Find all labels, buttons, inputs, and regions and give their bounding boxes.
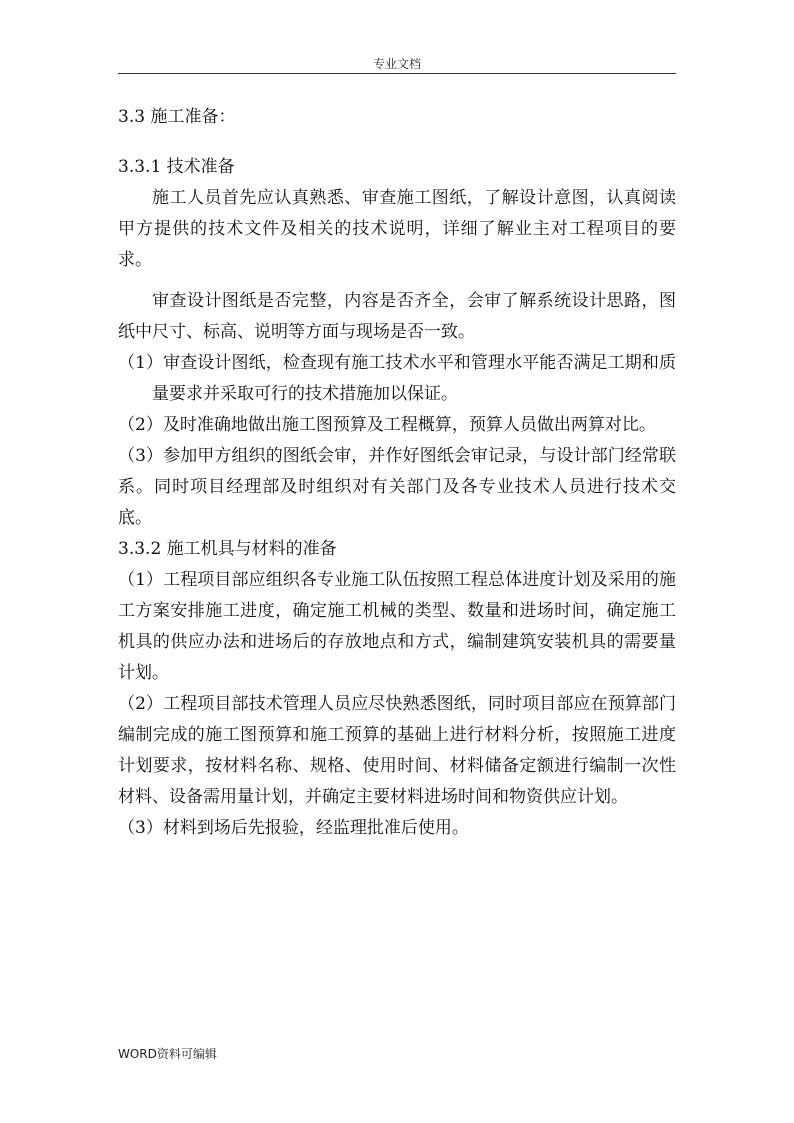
page-header: 专业文档	[372, 57, 421, 71]
list-item: （1）工程项目部应组织各专业施工队伍按照工程总体进度计划及采用的施工方案安排施工进度，确定施工机械的类型、数量和进场时间，确定施工机具的供应办法和进场后的存放地点和方式，编制建筑安装机具的需要量计划。	[118, 570, 676, 683]
page-footer: WORD资料可编辑	[118, 1047, 217, 1061]
section-heading-3-3-1: 3.3.1 技术准备	[118, 157, 235, 177]
list-item: （3）材料到场后先报验，经监理批准后使用。	[118, 818, 469, 838]
list-item: （2）及时准确地做出施工图预算及工程概算，预算人员做出两算对比。	[118, 415, 656, 435]
section-heading-3-3: 3.3 施工准备：	[118, 107, 236, 127]
list-item: （3）参加甲方组织的图纸会审，并作好图纸会审记录，与设计部门经常联系。同时项目经理部及时组织对有关部门及各专业技术人员进行技术交底。	[118, 446, 676, 528]
document-body	[118, 102, 676, 844]
paragraph: 施工人员首先应认真熟悉、审查施工图纸，了解设计意图，认真阅读甲方提供的技术文件及相关的技术说明，详细了解业主对工程项目的要求。	[118, 188, 676, 270]
header-divider	[118, 73, 676, 74]
list-item: （1）审查设计图纸，检查现有施工技术水平和管理水平能否满足工期和质量要求并采取可行的技术措施加以保证。	[118, 353, 676, 404]
list-item: （2）工程项目部技术管理人员应尽快熟悉图纸，同时项目部应在预算部门编制完成的施工图预算和施工预算的基础上进行材料分析，按照施工进度计划要求，按材料名称、规格、使用时间、材料储备定额进行编制一次性材料、设备需用量计划，并确定主要材料进场时间和物资供应计划。	[118, 694, 676, 807]
section-heading-3-3-2: 3.3.2 施工机具与材料的准备	[118, 539, 337, 559]
paragraph: 审查设计图纸是否完整，内容是否齐全，会审了解系统设计思路，图纸中尺寸、标高、说明等方面与现场是否一致。	[118, 291, 676, 342]
